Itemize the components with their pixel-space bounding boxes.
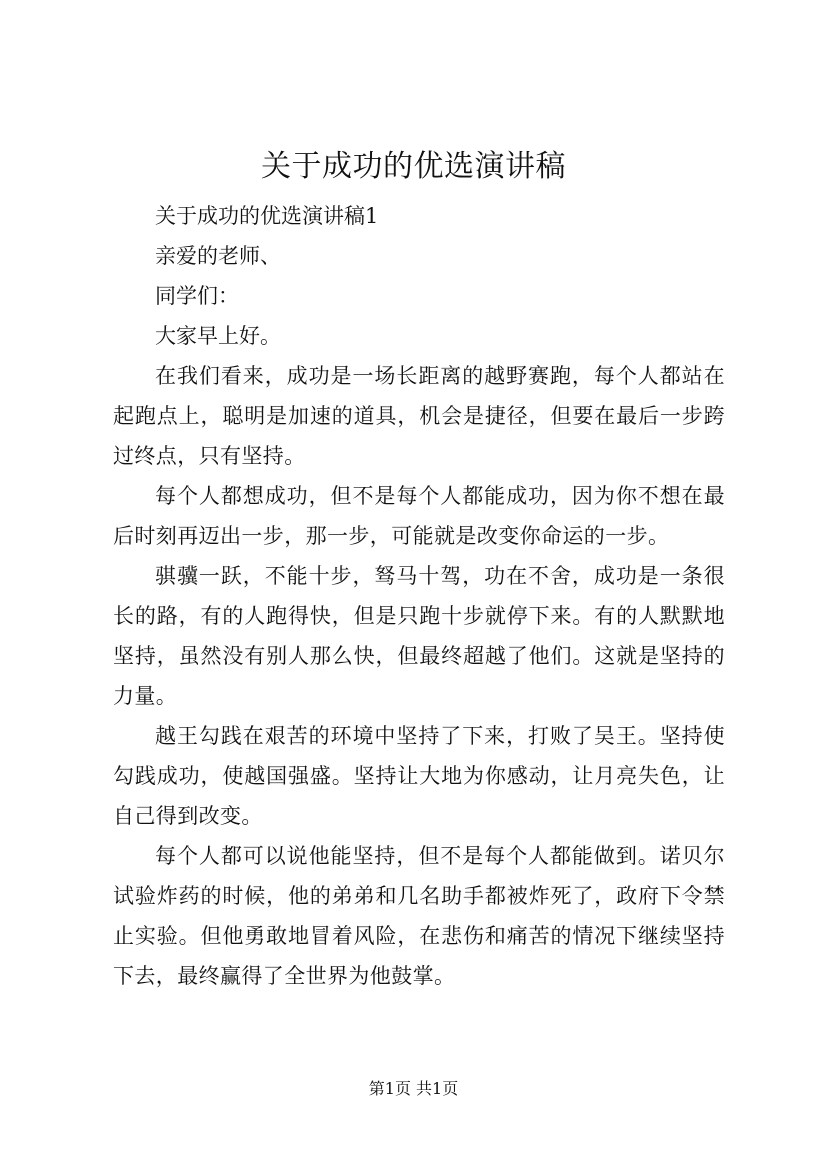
document-title: 关于成功的优选演讲稿 (261, 149, 566, 184)
salutation-line-2: 同学们： (155, 284, 239, 308)
paragraph: 每个人都可以说他能坚持，但不是每个人都能做到。诺贝尔试验炸药的时候，他的弟弟和几名助手都被炸死了，政府下令禁止实验。但他勇敢地冒着风险，在悲伤和痛苦的情况下继续坚持下去，最终赢得了全世界为他鼓掌。 (113, 844, 725, 988)
paragraph: 越王勾践在艰苦的环境中坚持了下来，打败了吴王。坚持使勾践成功，使越国强盛。坚持让大地为你感动，让月亮失色，让自己得到改变。 (113, 724, 725, 828)
paragraph: 在我们看来，成功是一场长距离的越野赛跑，每个人都站在起跑点上，聪明是加速的道具，机会是捷径，但要在最后一步跨过终点，只有坚持。 (113, 364, 725, 468)
paragraph: 骐骥一跃，不能十步，驽马十驾，功在不舍，成功是一条很长的路，有的人跑得快，但是只跑十步就停下来。有的人默默地坚持，虽然没有别人那么快，但最终超越了他们。这就是坚持的力量。 (113, 564, 725, 708)
page-number: 第1页 共1页 (368, 1079, 459, 1098)
speech-heading: 关于成功的优选演讲稿1 (155, 204, 379, 228)
greeting: 大家早上好。 (155, 324, 281, 348)
document-body (113, 196, 725, 996)
page-footer (0, 1078, 827, 1100)
paragraph: 每个人都想成功，但不是每个人都能成功，因为你不想在最后时刻再迈出一步，那一步，可能就是改变你命运的一步。 (113, 484, 725, 548)
salutation-line-1: 亲爱的老师、 (155, 244, 281, 268)
